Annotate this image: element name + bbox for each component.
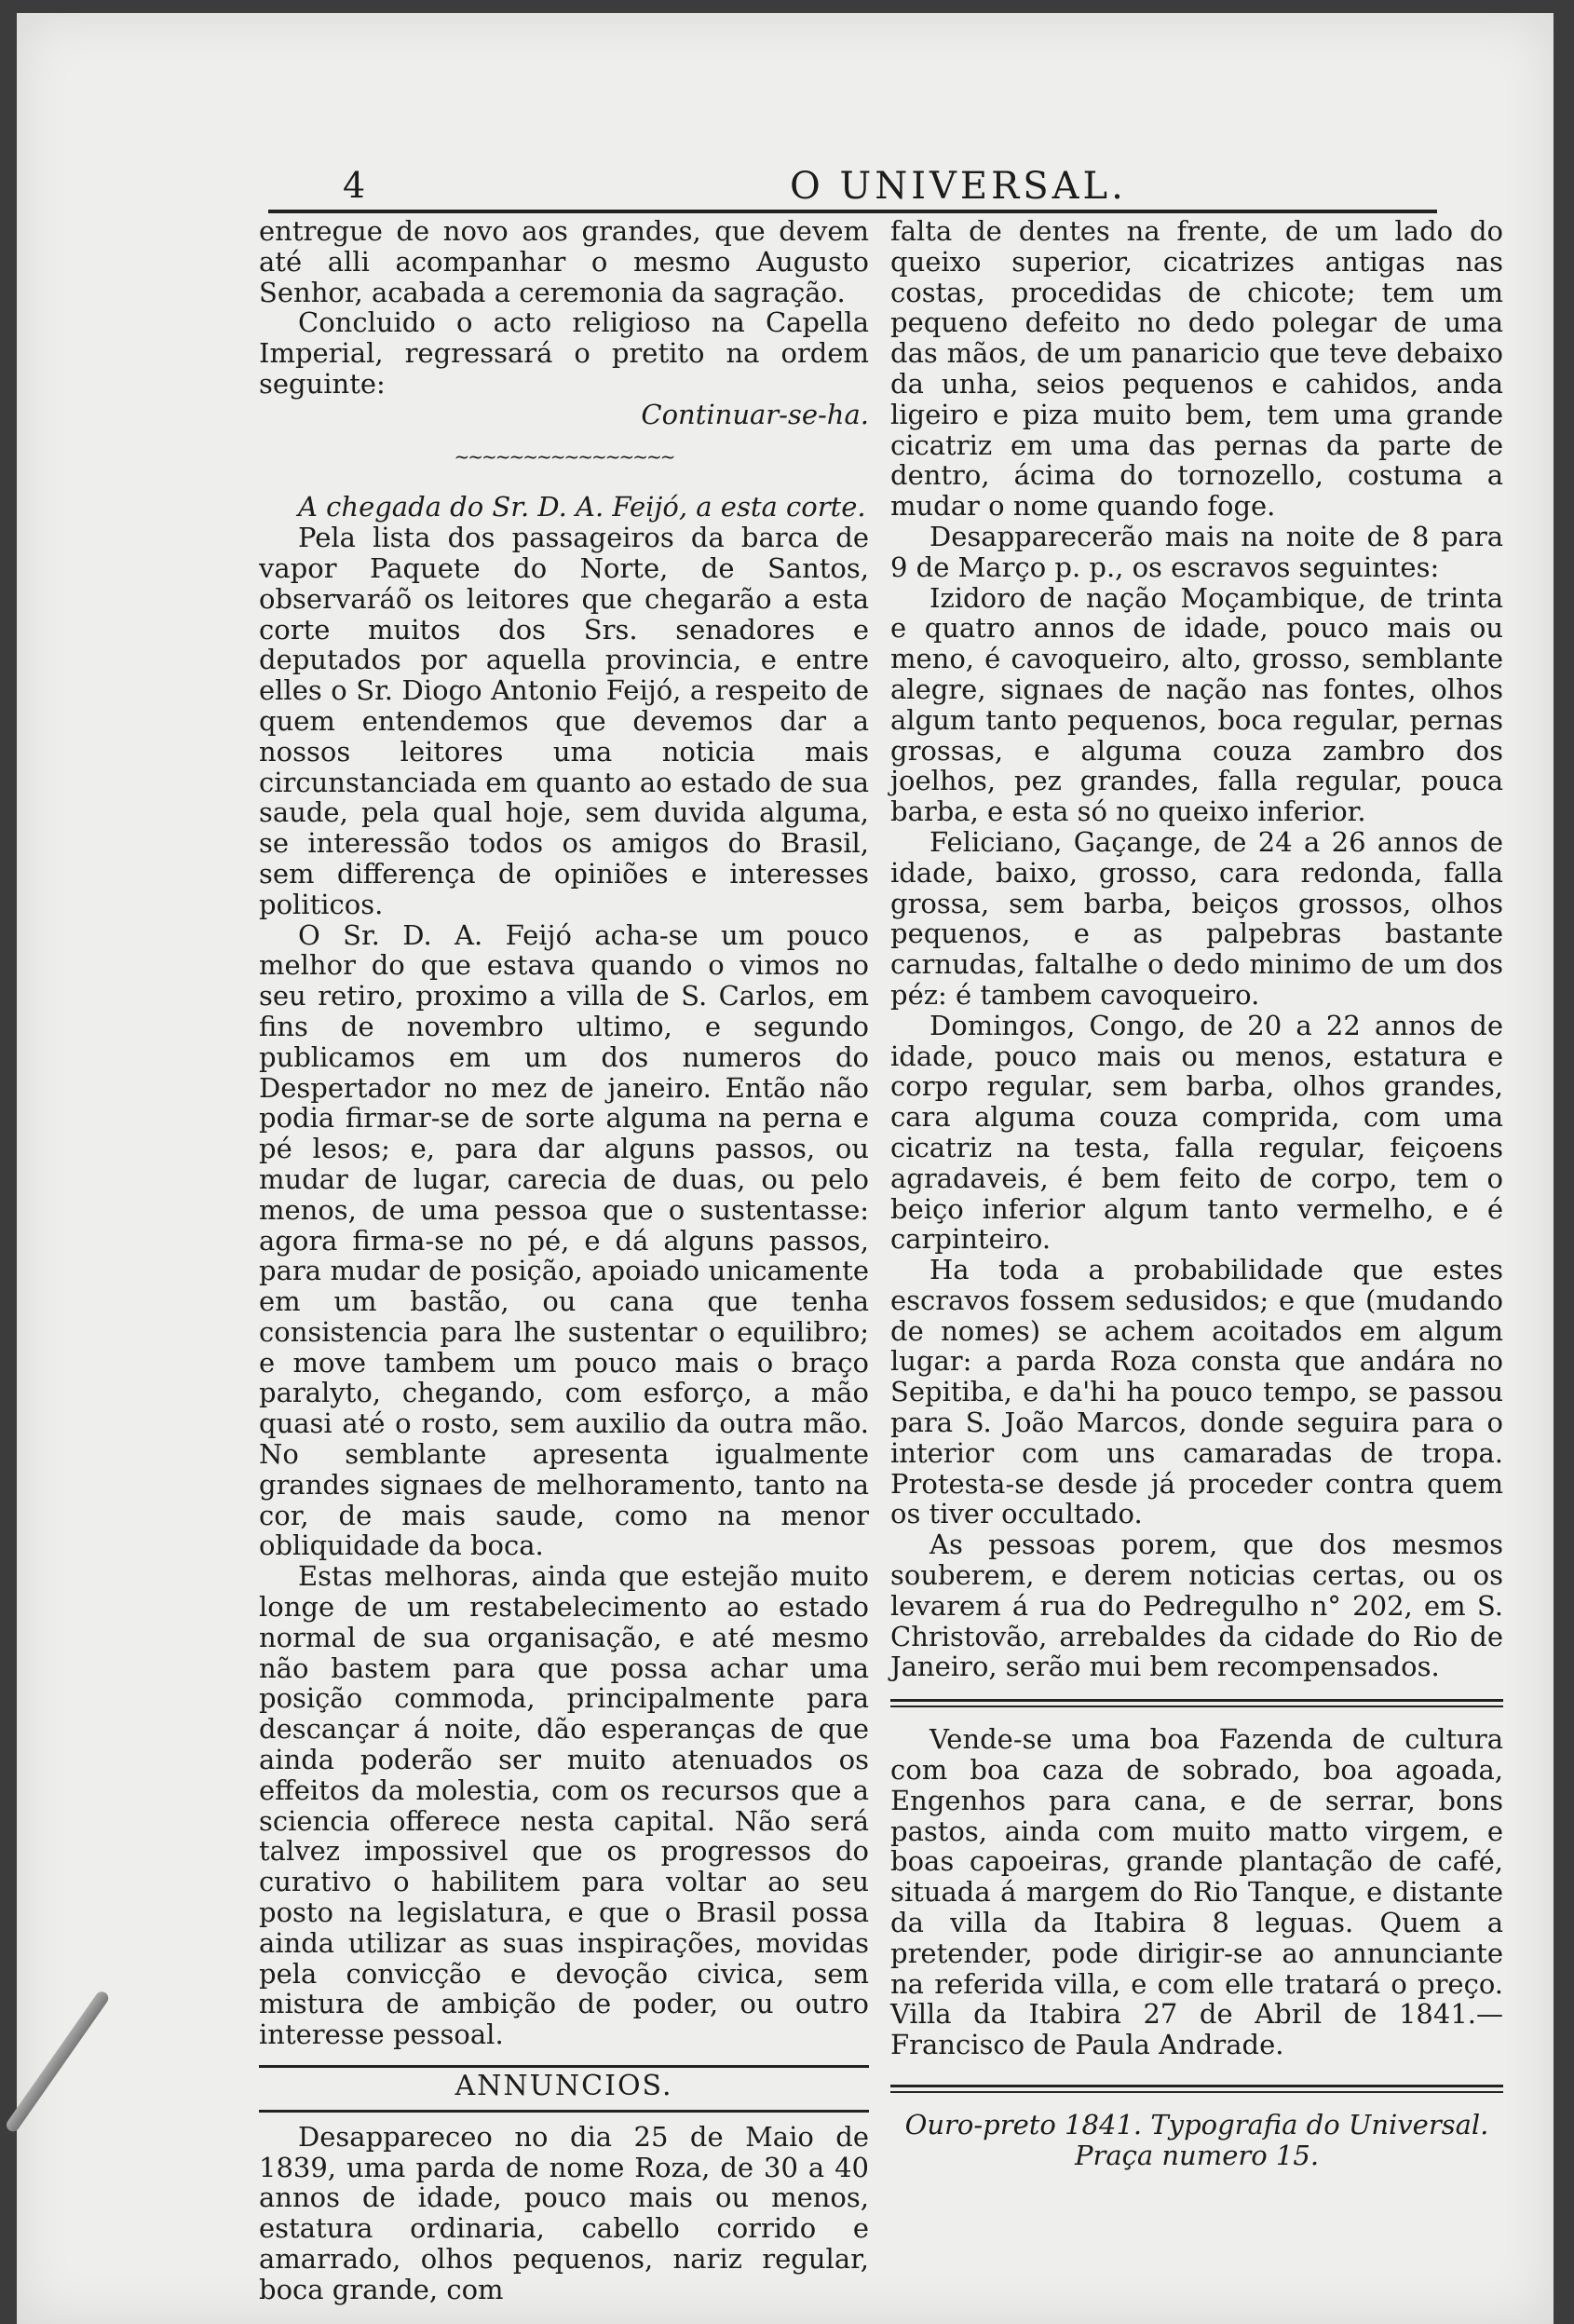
newspaper-page xyxy=(17,13,1554,2324)
left-column xyxy=(259,216,869,2305)
paragraph: Estas melhoras, ainda que estejão muito longe de um restabelecimento ao estado normal de sua organisação, e até mesmo não bastem para que possa achar uma posição commoda, principalmente para descançar á noite, dão esperanças de que ainda poderão ser muito atenuados os effeitos da molestia, com os recursos que a sciencia offerece nesta capital. Não será talvez impossivel que os progressos do curativo o habilitem para voltar ao seu posto na legislatura, e que o Brasil possa ainda utilizar as suas inspirações, movidas pela convicção e devoção civica, sem mistura de ambição de poder, ou outro interesse pessoal. xyxy=(259,1560,869,2051)
section-rule xyxy=(259,2065,869,2068)
ornament-divider: ~~~~~~~~~~~~~~~~ xyxy=(454,444,674,468)
advertisement: Vende-se uma boa Fazenda de cultura com boa caza de sobrado, boa agoada, Engenhos para cana, e de serrar, bons pastos, ainda com muito matto virgem, e boas capoeiras, grande plantação de café, situada á margem do Rio Tanque, e distante da villa da Itabira 8 leguas. Quem a pretender, pode dirigir-se ao annunciante na referida villa, e com elle tratará o preço. Villa da Itabira 27 de Abril de 1841.— Francisco de Paula Andrade. xyxy=(890,1723,1503,2061)
paragraph: Pela lista dos passageiros da barca de vapor Paquete do Norte, de Santos, observaráõ os leitores que chegarão a esta corte muitos dos Srs. senadores e deputados por aquella provincia, e entre elles o Sr. Diogo Antonio Feijó, a respeito de quem entendemos que devemos dar a nossos leitores uma noticia mais circunstanciada em quanto ao estado de sua saude, pela qual hoje, sem duvida alguma, se interessão todos os amigos do Brasil, sem differença de opiniões e interesses politicos. xyxy=(259,522,869,920)
paragraph: Desapparecerão mais na noite de 8 para 9 de Março p. p., os escravos seguintes: xyxy=(890,520,1503,583)
section-heading: ANNUNCIOS. xyxy=(455,2070,673,2103)
imprint-line: Praça numero 15. xyxy=(1074,2139,1320,2171)
right-column xyxy=(890,216,1503,2171)
paragraph: Concluido o acto religioso na Capella Imperial, regressará o pretito na ordem seguinte: xyxy=(259,306,869,400)
paragraph: entregue de novo aos grandes, que devem até alli acompanhar o mesmo Augusto Senhor, acabada a ceremonia da sagração. xyxy=(259,215,869,308)
paragraph: falta de dentes na frente, de um lado do queixo superior, cicatrizes antigas nas costas, procedidas de chicote; tem um pequeno defeito no dedo polegar de uma das mãos, de um panaricio que teve debaixo da unha, seios pequenos e cahidos, anda ligeiro e piza muito bem, tem uma grande cicatriz em uma das pernas da parte de dentro, ácima do tornozello, costuma a mudar o nome quando foge. xyxy=(890,215,1503,523)
page-header xyxy=(268,157,1437,213)
paragraph: Domingos, Congo, de 20 a 22 annos de idade, pouco mais ou menos, estatura e corpo regular, sem barba, olhos grandes, cara alguma couza comprida, com uma cicatriz na testa, falla regular, feiçoens agradaveis, é bem feito de corpo, tem o beiço inferior algum tanto vermelho, e é carpinteiro. xyxy=(890,1009,1503,1256)
section-rule xyxy=(890,2085,1503,2093)
continued-note: Continuar-se-ha. xyxy=(641,398,869,430)
newspaper-title: O UNIVERSAL. xyxy=(790,165,1127,208)
section-rule xyxy=(259,2110,869,2113)
paragraph: Feliciano, Gaçange, de 24 a 26 annos de idade, baixo, grosso, cara redonda, falla grossa, sem barba, beiços grossos, olhos pequenos, e as palpebras bastante carnudas, faltalhe o dedo minimo de um dos péz: é tambem cavoqueiro. xyxy=(890,825,1503,1011)
imprint-line: Ouro-preto 1841. Typografia do Universal. xyxy=(904,2109,1489,2141)
paragraph: As pessoas porem, que dos mesmos souberem, e derem noticias certas, ou os levarem á rua do Pedregulho n° 202, em S. Christovão, arrebaldes da cidade do Rio de Janeiro, serão mui bem recompensados. xyxy=(890,1529,1503,1683)
article-heading: A chegada do Sr. D. A. Feijó, a esta corte. xyxy=(298,491,866,523)
paragraph: Izidoro de nação Moçambique, de trinta e quatro annos de idade, pouco mais ou meno, é cavoqueiro, alto, grosso, semblante alegre, signaes de nação nas fontes, olhos algum tanto pequenos, boca regular, pernas grossas, e alguma couza zambro dos joelhos, pez grandes, falla regular, pouca barba, e esta só no queixo inferior. xyxy=(890,581,1503,828)
paragraph: Ha toda a probabilidade que estes escravos fossem sedusidos; e que (mudando de nomes) se achem acoitados em algum lugar: a parda Roza consta que andára no Sepitiba, e da'hi ha pouco tempo, se passou para S. João Marcos, donde seguira para o interior com uns camaradas de tropa. Protesta-se desde já proceder contra quem os tiver occultado. xyxy=(890,1254,1503,1530)
paragraph: O Sr. D. A. Feijó acha-se um pouco melhor do que estava quando o vimos no seu retiro, proximo a villa de S. Carlos, em fins de novembro ultimo, e segundo publicamos em um dos numeros do Despertador no mez de janeiro. Então não podia firmar-se de sorte alguma na perna e pé lesos; e, para dar alguns passos, ou mudar de lugar, carecia de duas, ou pelo menos, de uma pessoa que o sustentasse: agora firma-se no pé, e dá alguns passos, para mudar de posição, apoiado unicamente em um bastão, ou cana que tenha consistencia para lhe sustentar o equilibro; e move tambem um pouco mais o braço paralyto, chegando, com esforço, a mão quasi até o rosto, sem auxilio da outra mão. No semblante apresenta igualmente grandes signaes de melhoramento, tanto na cor, de mais saude, como na menor obliquidade da boca. xyxy=(259,918,869,1562)
section-rule xyxy=(890,1699,1503,1707)
paragraph: Desappareceo no dia 25 de Maio de 1839, uma parda de nome Roza, de 30 a 40 annos de idade, pouco mais ou menos, estatura ordinaria, cabello corrido e amarrado, olhos pequenos, nariz regular, boca grande, com xyxy=(259,2120,869,2305)
page-number: 4 xyxy=(343,165,366,206)
